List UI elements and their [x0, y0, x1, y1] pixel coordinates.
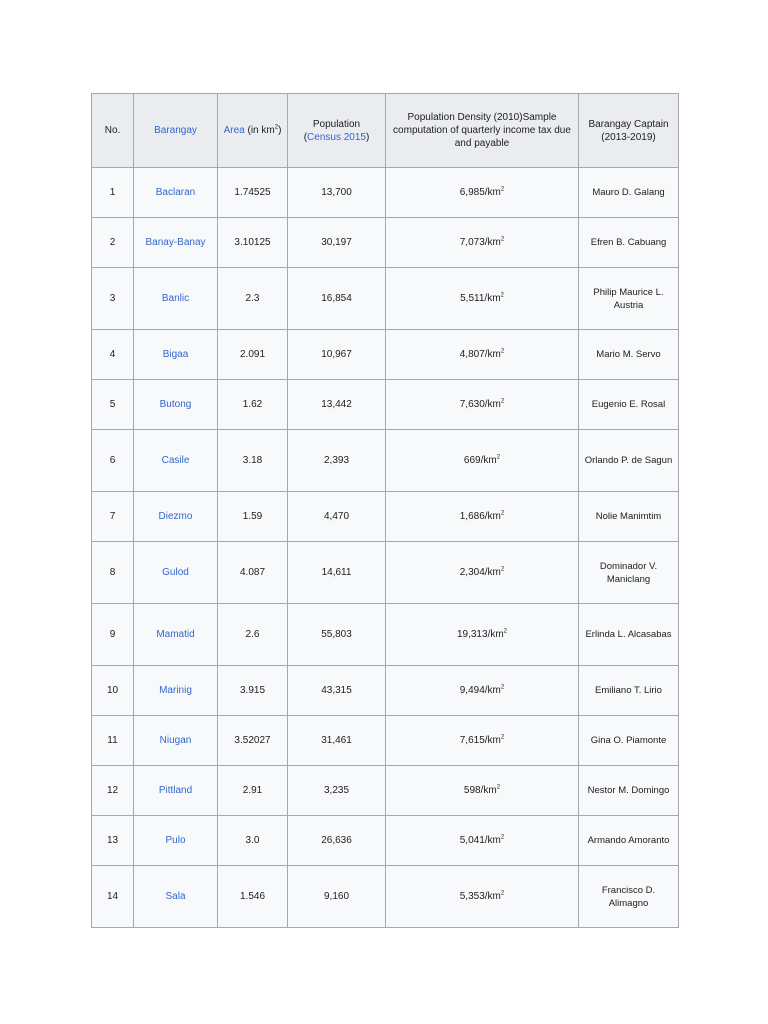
cell-captain [579, 218, 679, 268]
cell-area [218, 604, 288, 666]
cell-population [288, 330, 386, 380]
density-unit: /km [484, 349, 501, 360]
cell-density [386, 218, 579, 268]
table-header-row [92, 94, 679, 168]
population-value: 14,611 [321, 567, 352, 578]
cell-population [288, 380, 386, 430]
cell-barangay[interactable] [134, 492, 218, 542]
table-row [92, 218, 679, 268]
table-row [92, 430, 679, 492]
population-value: 16,854 [321, 293, 352, 304]
density-value: 598 [463, 785, 481, 796]
area-value: 2.91 [242, 785, 263, 796]
barangay-link[interactable]: Marinig [159, 685, 192, 696]
cell-area [218, 380, 288, 430]
cell-population [288, 666, 386, 716]
table-row [92, 766, 679, 816]
cell-captain [579, 430, 679, 492]
captain-name: Nolie Manimtim [595, 511, 662, 522]
density-value: 2,304 [459, 567, 485, 578]
row-number: 4 [109, 349, 116, 360]
cell-no [92, 604, 134, 666]
cell-captain [579, 666, 679, 716]
cell-no [92, 218, 134, 268]
barangay-link[interactable]: Pittland [158, 785, 193, 796]
density-unit: /km [484, 511, 501, 522]
area-value: 3.10125 [234, 237, 271, 248]
table-row [92, 492, 679, 542]
population-value: 26,636 [321, 835, 352, 846]
population-value: 3,235 [323, 785, 350, 796]
header-no-label: No. [104, 125, 121, 136]
captain-name: Armando Amoranto [587, 835, 670, 846]
captain-name: Mario M. Servo [596, 349, 661, 360]
row-number: 12 [106, 785, 119, 796]
density-unit: /km [484, 835, 501, 846]
cell-no [92, 816, 134, 866]
cell-captain [579, 268, 679, 330]
barangay-link[interactable]: Baclaran [155, 187, 196, 198]
density-unit-sup: 2 [500, 890, 505, 897]
density-unit-sup: 2 [500, 348, 505, 355]
density-value: 5,041 [459, 835, 485, 846]
header-pop-close: ) [365, 131, 370, 143]
density-unit-sup: 2 [500, 510, 505, 517]
density-unit: /km [484, 891, 501, 902]
density-value: 1,686 [459, 511, 485, 522]
table-row [92, 330, 679, 380]
cell-area [218, 716, 288, 766]
row-number: 10 [106, 685, 119, 696]
header-area-sup: 2 [274, 124, 279, 131]
population-value: 43,315 [321, 685, 352, 696]
density-value: 5,353 [459, 891, 485, 902]
cell-population [288, 716, 386, 766]
cell-no [92, 766, 134, 816]
captain-name: Francisco D. Alimagno [601, 884, 656, 909]
cell-barangay[interactable] [134, 268, 218, 330]
density-unit-sup: 2 [500, 566, 505, 573]
cell-captain [579, 716, 679, 766]
cell-area [218, 168, 288, 218]
table-body [92, 168, 679, 928]
cell-density [386, 492, 579, 542]
header-population [288, 94, 386, 168]
density-unit-sup: 2 [500, 734, 505, 741]
cell-barangay[interactable] [134, 430, 218, 492]
captain-name: Nestor M. Domingo [587, 785, 670, 796]
cell-population [288, 542, 386, 604]
cell-area [218, 218, 288, 268]
area-value: 1.546 [239, 891, 266, 902]
density-unit: /km [487, 629, 504, 640]
density-unit: /km [480, 455, 497, 466]
cell-no [92, 716, 134, 766]
cell-density [386, 604, 579, 666]
table-row [92, 866, 679, 928]
density-value: 4,807 [459, 349, 485, 360]
table-row [92, 380, 679, 430]
barangay-link[interactable]: Banay-Banay [145, 237, 206, 248]
barangay-link[interactable]: Mamatid [156, 629, 195, 640]
density-unit-sup: 2 [500, 398, 505, 405]
density-unit-sup: 2 [500, 236, 505, 243]
cell-density [386, 766, 579, 816]
row-number: 7 [109, 511, 116, 522]
density-value: 7,630 [459, 399, 485, 410]
cell-density [386, 816, 579, 866]
cell-barangay[interactable] [134, 866, 218, 928]
cell-population [288, 430, 386, 492]
row-number: 6 [109, 455, 116, 466]
barangay-link[interactable]: Casile [161, 455, 190, 466]
cell-population [288, 168, 386, 218]
population-value: 9,160 [323, 891, 350, 902]
cell-captain [579, 168, 679, 218]
cell-area [218, 492, 288, 542]
row-number: 9 [109, 629, 116, 640]
area-value: 4.087 [239, 567, 266, 578]
cell-captain [579, 542, 679, 604]
density-value: 9,494 [459, 685, 485, 696]
header-population-label: Population [312, 118, 361, 130]
cell-no [92, 666, 134, 716]
cell-no [92, 866, 134, 928]
cell-barangay[interactable] [134, 380, 218, 430]
density-unit: /km [484, 567, 501, 578]
population-value: 55,803 [321, 629, 352, 640]
cell-density [386, 268, 579, 330]
cell-density [386, 542, 579, 604]
header-area-close: ) [278, 125, 282, 136]
header-area-unit: (in km [244, 125, 275, 136]
table-row [92, 716, 679, 766]
header-captain-label: Barangay Captain (2013-2019) [588, 118, 669, 143]
cell-density [386, 716, 579, 766]
area-value: 1.62 [242, 399, 263, 410]
population-value: 10,967 [321, 349, 352, 360]
cell-area [218, 268, 288, 330]
barangay-link[interactable]: Gulod [162, 567, 189, 578]
density-value: 19,313 [456, 629, 488, 640]
cell-area [218, 330, 288, 380]
cell-barangay[interactable] [134, 168, 218, 218]
row-number: 1 [109, 187, 116, 198]
cell-area [218, 766, 288, 816]
cell-captain [579, 866, 679, 928]
density-value: 5,511 [460, 293, 485, 304]
density-unit: /km [484, 237, 501, 248]
density-unit-sup: 2 [503, 628, 508, 635]
cell-no [92, 430, 134, 492]
cell-barangay[interactable] [134, 716, 218, 766]
population-value: 31,461 [321, 735, 352, 746]
area-value: 2.091 [239, 349, 266, 360]
density-unit: /km [484, 735, 501, 746]
cell-barangay[interactable] [134, 816, 218, 866]
density-unit: /km [484, 187, 501, 198]
table-row [92, 168, 679, 218]
captain-name: Erlinda L. Alcasabas [585, 629, 672, 640]
density-unit: /km [480, 785, 497, 796]
area-value: 1.59 [242, 511, 263, 522]
cell-population [288, 766, 386, 816]
cell-population [288, 268, 386, 330]
table-row [92, 816, 679, 866]
cell-population [288, 604, 386, 666]
cell-barangay[interactable] [134, 604, 218, 666]
header-census-link[interactable]: Census 2015 [307, 131, 366, 143]
cell-no [92, 268, 134, 330]
density-unit-sup: 2 [500, 186, 505, 193]
cell-area [218, 866, 288, 928]
header-density [386, 94, 579, 168]
cell-captain [579, 330, 679, 380]
cell-density [386, 330, 579, 380]
area-value: 3.18 [242, 455, 263, 466]
header-area-link[interactable]: Area [223, 125, 245, 136]
row-number: 2 [109, 237, 116, 248]
captain-name: Mauro D. Galang [592, 187, 665, 198]
density-value: 7,615 [459, 735, 485, 746]
cell-density [386, 866, 579, 928]
density-unit: /km [484, 685, 501, 696]
density-unit: /km [484, 399, 501, 410]
population-value: 30,197 [321, 237, 352, 248]
cell-density [386, 666, 579, 716]
row-number: 5 [109, 399, 116, 410]
barangay-link[interactable]: Sala [165, 891, 186, 902]
row-number: 11 [107, 735, 118, 746]
density-value: 6,985 [459, 187, 485, 198]
cell-area [218, 816, 288, 866]
barangay-link[interactable]: Butong [159, 399, 192, 410]
captain-name: Philip Maurice L. Austria [593, 286, 664, 311]
header-area [218, 94, 288, 168]
table-row [92, 542, 679, 604]
density-value: 7,073 [459, 237, 485, 248]
area-value: 2.6 [245, 629, 260, 640]
header-barangay[interactable] [134, 94, 218, 168]
table-row [92, 666, 679, 716]
captain-name: Gina O. Piamonte [590, 735, 667, 746]
density-unit-sup: 2 [500, 292, 504, 299]
density-unit-sup: 2 [496, 454, 501, 461]
cell-no [92, 380, 134, 430]
table-row [92, 268, 679, 330]
area-value: 3.0 [245, 835, 260, 846]
density-value: 669 [463, 455, 481, 466]
cell-population [288, 492, 386, 542]
row-number: 14 [106, 891, 119, 902]
captain-name: Orlando P. de Sagun [584, 455, 673, 466]
density-unit-sup: 2 [500, 834, 505, 841]
density-unit: /km [484, 293, 501, 304]
cell-barangay[interactable] [134, 218, 218, 268]
row-number: 8 [109, 567, 116, 578]
row-number: 13 [106, 835, 119, 846]
captain-name: Emiliano T. Lirio [595, 685, 662, 696]
cell-captain [579, 816, 679, 866]
area-value: 1.74525 [234, 187, 271, 198]
area-value: 3.915 [239, 685, 266, 696]
density-unit-sup: 2 [500, 684, 505, 691]
row-number: 3 [109, 293, 116, 304]
barangay-link[interactable]: Banlic [161, 293, 190, 304]
population-value: 4,470 [323, 511, 350, 522]
captain-name: Eugenio E. Rosal [591, 399, 666, 410]
cell-area [218, 666, 288, 716]
captain-name: Dominador V. Maniclang [599, 560, 658, 585]
cell-captain [579, 492, 679, 542]
cell-captain [579, 380, 679, 430]
area-value: 2.3 [245, 293, 260, 304]
barangay-link[interactable]: Bigaa [162, 349, 189, 360]
cell-density [386, 168, 579, 218]
barangay-link[interactable]: Pulo [165, 835, 186, 846]
header-density-label: Population Density (2010)Sample computation of quarterly income tax due and payable [393, 112, 571, 149]
cell-area [218, 430, 288, 492]
cell-barangay[interactable] [134, 330, 218, 380]
cell-density [386, 430, 579, 492]
cell-no [92, 168, 134, 218]
cell-barangay[interactable] [134, 766, 218, 816]
header-barangay-link[interactable]: Barangay [154, 125, 197, 136]
cell-barangay[interactable] [134, 666, 218, 716]
barangay-link[interactable]: Diezmo [158, 511, 193, 522]
cell-area [218, 542, 288, 604]
table-row [92, 604, 679, 666]
population-value: 2,393 [323, 455, 350, 466]
population-value: 13,442 [321, 399, 352, 410]
density-unit-sup: 2 [496, 784, 501, 791]
population-value: 13,700 [321, 187, 352, 198]
cell-no [92, 330, 134, 380]
header-pop-open: ( [303, 131, 308, 143]
cell-barangay[interactable] [134, 542, 218, 604]
cell-no [92, 492, 134, 542]
header-no [92, 94, 134, 168]
cell-captain [579, 766, 679, 816]
area-value: 3.52027 [234, 735, 271, 746]
barangay-table [91, 93, 679, 928]
cell-population [288, 866, 386, 928]
cell-population [288, 816, 386, 866]
cell-no [92, 542, 134, 604]
barangay-link[interactable]: Niugan [159, 735, 192, 746]
cell-density [386, 380, 579, 430]
cell-captain [579, 604, 679, 666]
cell-population [288, 218, 386, 268]
captain-name: Efren B. Cabuang [590, 237, 667, 248]
header-captain [579, 94, 679, 168]
